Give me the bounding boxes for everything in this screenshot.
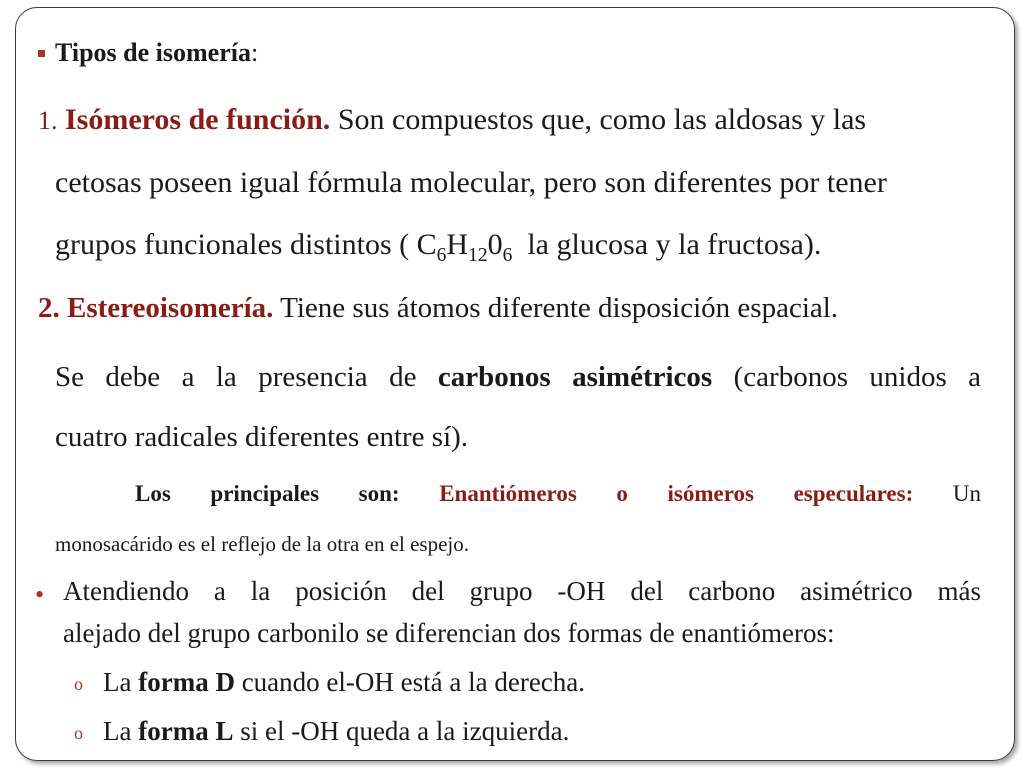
subitem-forma-d: La forma D cuando el-OH está a la derecha. [103, 667, 586, 697]
carbonos-paragraph-line2: cuatro radicales diferentes entre sí). [55, 421, 469, 453]
circle-bullet-icon: o [74, 723, 83, 743]
heading: Tipos de isomería: [38, 38, 258, 68]
item1-line3: grupos funcionales distintos ( $C_6H_{12}0_6$ la glucosa y la fructosa). [55, 228, 822, 266]
bullet-line1: Atendiendo a la posición del grupo -OH del carbono asimétrico más [63, 576, 981, 606]
bullet-line2: alejado del grupo carbonilo se diferencian dos formas de enantiómeros: [63, 618, 835, 648]
item1-line1: 1. Isómeros de función. Son compuestos que, como las aldosas y las [38, 103, 867, 136]
round-bullet-icon: • [35, 580, 45, 609]
item1-line2: cetosas poseen igual fórmula molecular, pero son diferentes por tener [55, 166, 887, 199]
principales-line2: monosacárido es el reflejo de la otra en el espejo. [55, 532, 469, 556]
item2-line: 2. Estereoisomería. Tiene sus átomos diferente disposición espacial. [38, 292, 839, 324]
square-bullet-icon [38, 50, 45, 57]
subitem-forma-l: La forma L si el -OH queda a la izquierda. [103, 716, 570, 746]
principales-line1: Los principales son: Enantiómeros o isómeros especulares: Un [135, 481, 981, 506]
circle-bullet-icon: o [74, 674, 83, 694]
carbonos-paragraph-line1: Se debe a la presencia de carbonos asimétricos (carbonos unidos a [55, 361, 982, 393]
